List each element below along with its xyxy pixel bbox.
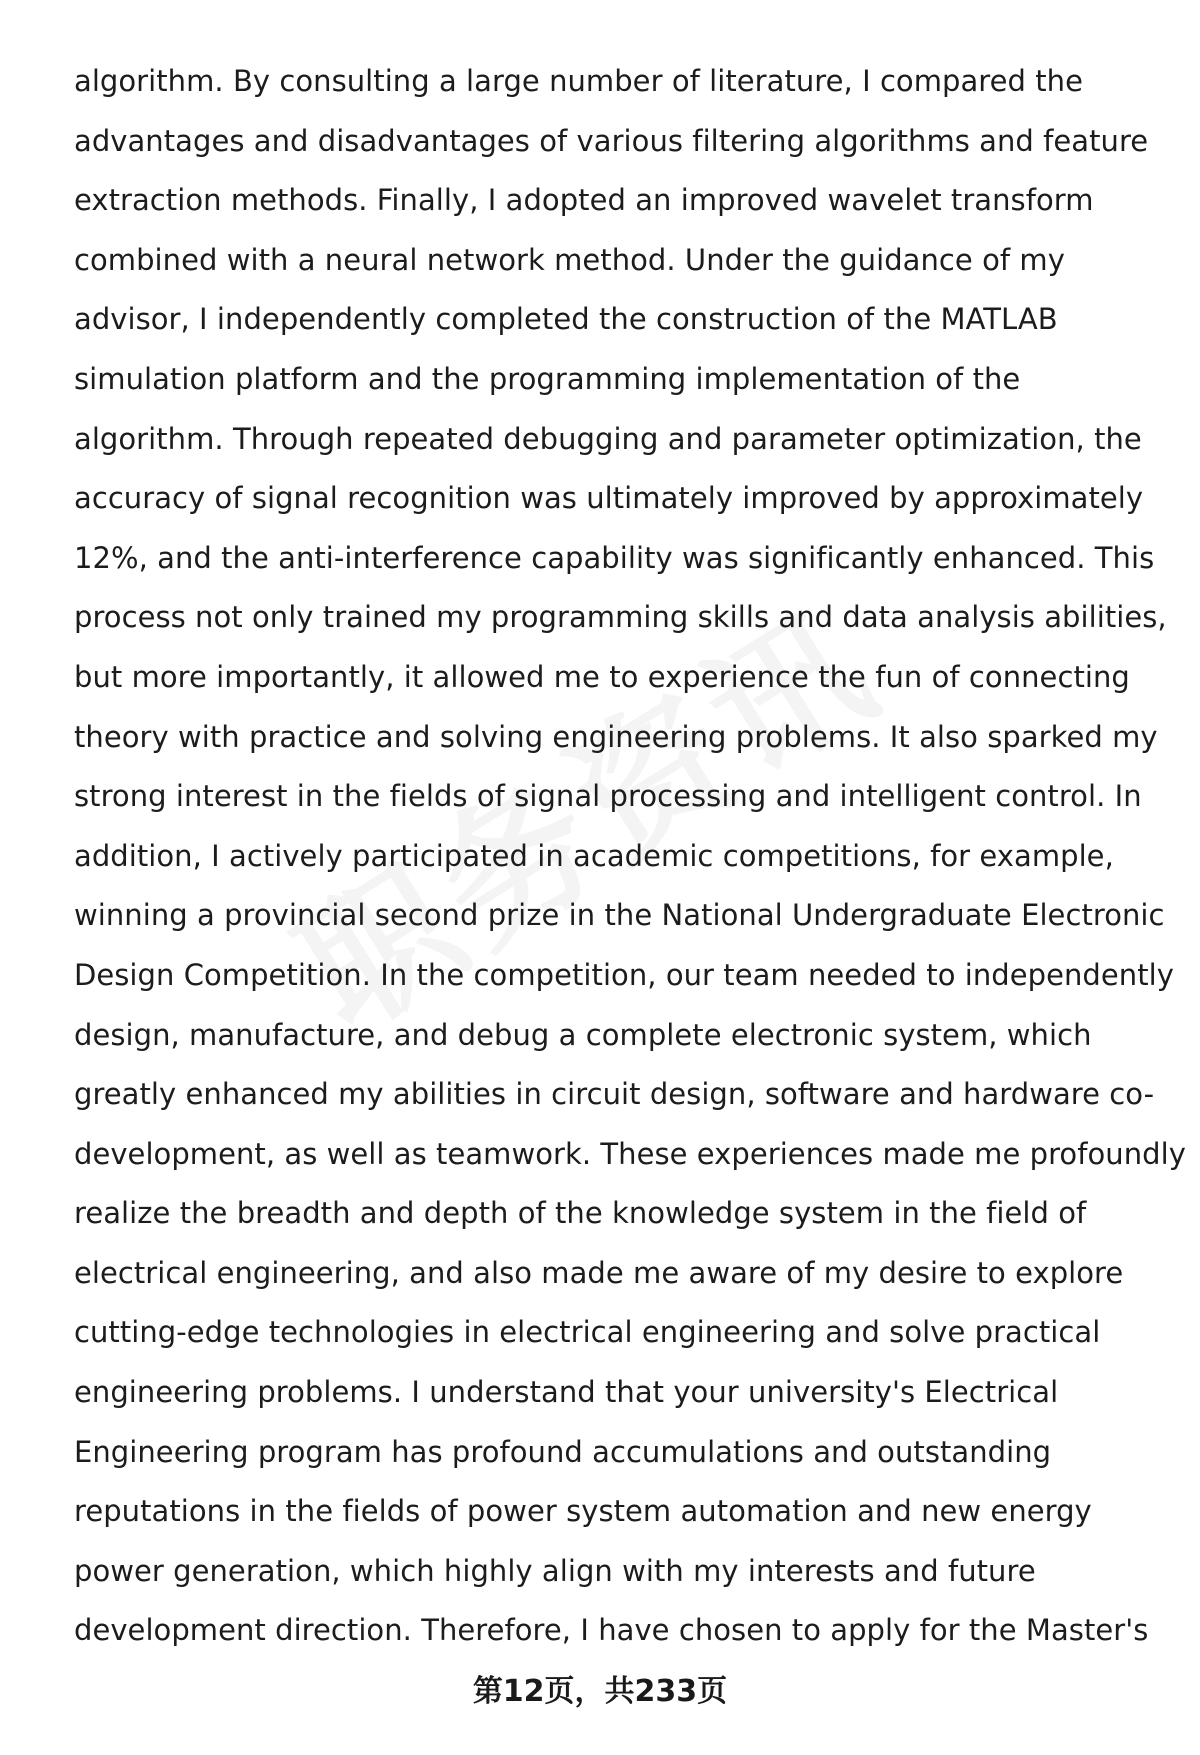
- text-line: development, as well as teamwork. These experiences made me profoundly: [74, 1136, 1186, 1171]
- text-line: theory with practice and solving engineering problems. It also sparked my: [74, 719, 1158, 754]
- text-line: realize the breadth and depth of the knowledge system in the field of: [74, 1196, 1087, 1231]
- text-line: electrical engineering, and also made me aware of my desire to explore: [74, 1255, 1124, 1290]
- text-line: design, manufacture, and debug a complete electronic system, which: [74, 1017, 1092, 1052]
- text-line: simulation platform and the programming implementation of the: [74, 361, 1021, 396]
- text-line: combined with a neural network method. Under the guidance of my: [74, 242, 1065, 277]
- text-line: extraction methods. Finally, I adopted an improved wavelet transform: [74, 183, 1094, 218]
- text-line: algorithm. Through repeated debugging and parameter optimization, the: [74, 421, 1142, 456]
- text-line: cutting-edge technologies in electrical engineering and solve practical: [74, 1315, 1101, 1350]
- body-text: [74, 52, 1186, 1661]
- text-line: engineering problems. I understand that your university's Electrical: [74, 1375, 1059, 1410]
- text-line: addition, I actively participated in academic competitions, for example,: [74, 838, 1114, 873]
- text-line: winning a provincial second prize in the National Undergraduate Electronic: [74, 898, 1165, 933]
- text-line: 12%, and the anti-interference capability was significantly enhanced. This: [74, 540, 1155, 575]
- text-line: reputations in the fields of power system automation and new energy: [74, 1494, 1092, 1529]
- page-number-footer: 第12页，共233页: [472, 1674, 728, 1709]
- text-line: development direction. Therefore, I have chosen to apply for the Master's: [74, 1613, 1149, 1648]
- text-line: strong interest in the fields of signal processing and intelligent control. In: [74, 779, 1142, 814]
- text-line: but more importantly, it allowed me to experience the fun of connecting: [74, 659, 1130, 694]
- text-line: Engineering program has profound accumulations and outstanding: [74, 1434, 1052, 1469]
- text-line: algorithm. By consulting a large number of literature, I compared the: [74, 64, 1084, 98]
- text-line: power generation, which highly align with my interests and future: [74, 1553, 1036, 1588]
- text-line: advantages and disadvantages of various filtering algorithms and feature: [74, 123, 1149, 158]
- text-line: Design Competition. In the competition, our team needed to independently: [74, 957, 1174, 992]
- text-line: advisor, I independently completed the construction of the MATLAB: [74, 302, 1058, 337]
- text-line: process not only trained my programming skills and data analysis abilities,: [74, 600, 1167, 635]
- text-line: accuracy of signal recognition was ultimately improved by approximately: [74, 481, 1144, 516]
- text-line: greatly enhanced my abilities in circuit design, software and hardware co-: [74, 1077, 1155, 1112]
